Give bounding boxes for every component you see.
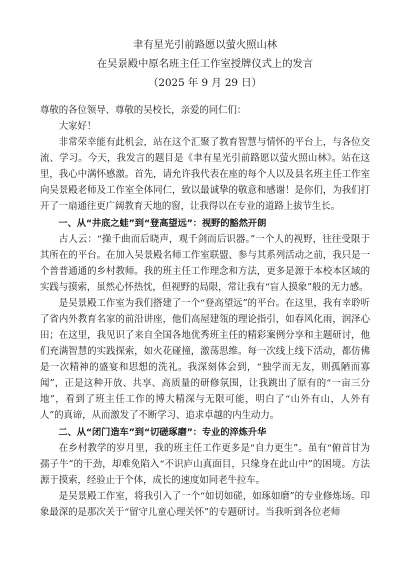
paragraph-1: 古人云：“操千曲而后晓声，观千剑而后识器。”一个人的视野，往往受限于其所在的平台。在加入吴景殿名师工作室联盟、参与其系列活动之前，我只是一个普普通通的乡村教师。我的班主任工作理念和方法，更多是源于本校本区域的实践与摸索，虽然心怀热忱，但视野的局限，常让我有“盲人摸象”般的无力感。 — [40, 234, 370, 293]
document-subtitle: 在吴景殿中原名班主任工作室授牌仪式上的发言 — [96, 58, 314, 70]
document-title: 聿有星光引前路愿以萤火照山林 — [132, 39, 278, 51]
section-heading-2: 二、从“闭门造车”到“切磋琢磨”：专业的淬炼升华 — [58, 427, 267, 438]
section-heading-1: 一、从“井底之蛙”到“登高望远”：视野的豁然开朗 — [58, 218, 267, 229]
paragraph-2: 是吴景殿工作室为我们搭建了一个“登高望远”的平台。在这里，我有幸聆听了省内外教育名家的前沿讲座，他们高屋建瓴的理论指引，如春风化雨，润泽心田；在这里，我见识了来自全国各地优秀班主任的精彩案例分享和主题研讨，他们充满智慧的实践探索，如火花碰撞，激荡思维。每一次线上线下活动，都仿佛是一次精神的盛宴和思想的洗礼。我深刻体会到，“独学而无友，则孤陋而寡闻”，正是这种开放、共享、高质量的研修氛围，让我跳出了原有的“一亩三分地”，看到了班主任工作的博大精深与无限可能，明白了“山外有山，人外有人”的真谛，从而激发了不断学习、追求卓越的内生动力。 — [40, 298, 370, 421]
title-block — [40, 36, 370, 93]
salutation: 尊敬的各位领导、尊敬的吴校长，亲爱的同仁们： — [40, 105, 247, 116]
paragraph-3: 在乡村教学的岁月里，我的班主任工作更多是“自力更生”。虽有“俯首甘为孺子牛”的干劲，却难免陷入“不识庐山真面目，只缘身在此山中”的困境。方法源于摸索，经验止于个体，成长的速度如同老牛拉车。 — [40, 443, 370, 486]
document-date: （2025 年 9 月 29 日） — [148, 77, 262, 89]
paragraph-intro: 非常荣幸能有此机会，站在这个汇聚了教育智慧与情怀的平台上，与各位交流、学习。今天，我发言的题目是《聿有星光引前路愿以萤火照山林》。站在这里，我心中满怀感激。首先，请允许我代表在座的每个人以及县名班主任工作室向吴景殿老师及工作室全体同仁，致以最诚挚的敬意和感谢！是你们，为我们打开了一扇通往更广阔教育天地的窗，让我得以在专业的道路上拔节生长。 — [40, 137, 370, 212]
greeting: 大家好！ — [58, 121, 97, 132]
paragraph-4: 是吴景殿工作室，将我引入了一个“如切如磋，如琢如磨”的专业修炼场。印象最深的是那次关于“留守儿童心理关怀”的专题研讨。当我听到各位老师 — [40, 491, 370, 518]
